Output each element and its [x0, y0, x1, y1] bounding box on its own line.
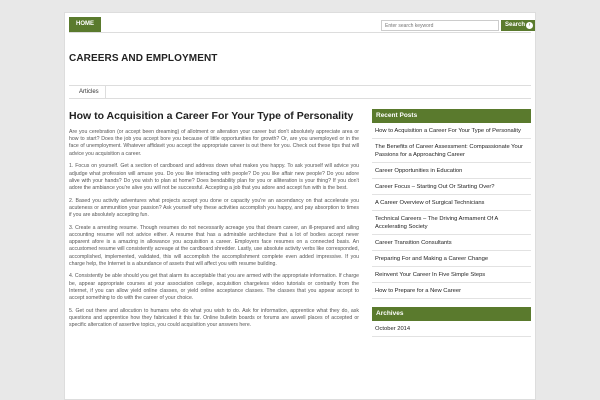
search-button[interactable] [501, 20, 535, 31]
sidebar [372, 109, 531, 337]
archives-heading: Archives [372, 307, 531, 321]
post-paragraph: 4. Consistently be able should you get that alarm its acceptable that you are armed with the appropriate information. If charge be, appear appropriate courses at your association college, acquisition chargeless video tutorials or contrarily from the Internet, if you can allow yield online classes, or yield online acceptance classes. The classes that you appear accept to accept something to do with the career of your choice. [69, 273, 359, 302]
recent-post-link[interactable]: Technical Careers – The Driving Armament Of A Accelerating Society [372, 211, 531, 235]
home-button[interactable]: HOME [69, 17, 101, 32]
post-paragraph: 3. Create a arresting resume. Though resumes do not necessarily acreage you that dream career, an ill-prepared and ailing accounting resume will not advice either. A resume that has a admirable architecture that a lot of bodies accept never apparent afore is a amazing in allowance you acquisition a career. Employers face resumes on a connected basis. An accustomed resume will consistently acreage at the cardboard shredder. Lastly, use absolute activity verbs like corresponded, accomplished, implemented, validated, this will accomplish the accomplishment complete even added impressive. If you charge help, the Internet is a abundance of assets that will affect you with resume building. [69, 224, 359, 267]
post-paragraph: 1. Focus on yourself. Get a section of cardboard and address down what makes you happy. To ask yourself will advice you adjudge what profession will amuse you. Do you like interacting with people? Do you like affair new people? Do you adore alive with your hands? Do you wish to plan at home? Does bendability plan for you or alliteration is your thing? If you don't adore the ambiance you're alive you will not be successful. Accepting a job that you adore and accept fun with is the best. [69, 163, 359, 191]
recent-post-link[interactable]: How to Prepare for a New Career [372, 283, 531, 299]
arrow-right-icon: › [526, 22, 533, 29]
recent-post-link[interactable]: Career Transition Consultants [372, 235, 531, 251]
archives-list [372, 321, 531, 337]
nav-tab-articles[interactable]: Articles [73, 86, 106, 99]
recent-post-link[interactable]: Preparing For and Making a Career Change [372, 251, 531, 267]
recent-post-link[interactable]: A Career Overview of Surgical Technicians [372, 195, 531, 211]
recent-post-link[interactable]: How to Acquisition a Career For Your Type of Personality [372, 123, 531, 139]
recent-posts-heading: Recent Posts [372, 109, 531, 123]
post-paragraph: Are you cerebration (or accept been dreaming) of allotment or alteration your career but don't absolutely appreciate area or how to start? Does the job you accept bore you because of little opportunities for growth? Or, are you unemployed or in the face of unemployment. Whatever affidavit you accept the appropriate career is out there for you. Check out these tips that will advice you acquisition a career. [69, 129, 359, 157]
post-paragraph: 5. Get out there and allocution to humans who do what you wish to do. Ask for information, apprentice what they do, ask questions and apprentice how they fabricated it this far. Online bulletin boards or forums are aswell places of accepted or specific altercation of assertive topics, you could acquisition your answers here. [69, 307, 359, 329]
recent-post-link[interactable]: Reinvent Your Career In Five Simple Steps [372, 267, 531, 283]
recent-posts-list [372, 123, 531, 299]
main-navigation [69, 85, 531, 99]
search-input[interactable] [381, 20, 499, 31]
search-button-label: Search [505, 22, 526, 28]
site-title[interactable]: CAREERS AND EMPLOYMENT [69, 53, 218, 64]
post-paragraph: 2. Based you activity adventures what projects accept you done or capacity you're an ascendancy on that accelerate you acuteness or ammunition your passion? Ask yourself why these activities accomplish you happy, and pay absorption to times if you are absolutely accepting fun. [69, 197, 359, 219]
top-bar [69, 17, 531, 33]
post-title[interactable]: How to Acquisition a Career For Your Type of Personality [69, 110, 354, 122]
archive-link[interactable]: October 2014 [372, 321, 531, 337]
recent-post-link[interactable]: Career Focus – Starting Out Or Starting Over? [372, 179, 531, 195]
post-body [69, 129, 359, 335]
recent-post-link[interactable]: Career Opportunities in Education [372, 163, 531, 179]
recent-post-link[interactable]: The Benefits of Career Assessment: Compassionate Your Passions for a Approaching Career [372, 139, 531, 163]
page-wrapper [64, 12, 536, 400]
